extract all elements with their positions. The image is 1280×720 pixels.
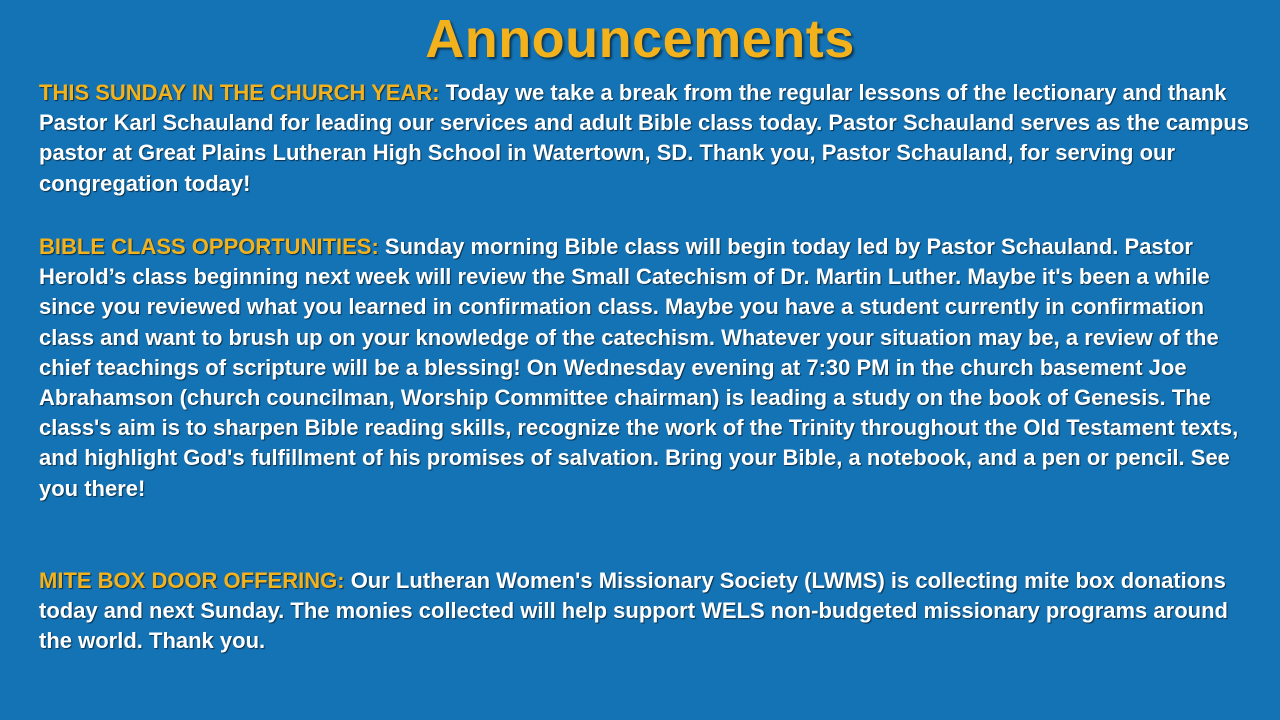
slide-title: Announcements — [425, 9, 855, 69]
announcement-bible-class — [39, 232, 1254, 504]
section-label: MITE BOX DOOR OFFERING: — [39, 568, 345, 593]
announcement-mite-box — [39, 566, 1254, 657]
announcement-church-year — [39, 78, 1254, 199]
section-text: Today we take a break from the regular lessons of the lectionary and thank Pastor Karl Schauland for leading our services and adult Bible class today. Pastor Schauland serves as the campus pastor at Great Plains Lutheran High School in Watertown, SD. Thank you, Pastor Schauland, for serving our congregation today! — [39, 80, 1250, 196]
section-label: THIS SUNDAY IN THE CHURCH YEAR: — [39, 80, 440, 105]
section-text: Sunday morning Bible class will begin today led by Pastor Schauland. Pastor Herold’s class beginning next week will review the Small Catechism of Dr. Martin Luther. Maybe it's been a while since you reviewed what you learned in confirmation class. Maybe you have a student currently in confirmation class and want to brush up on your knowledge of the catechism. Whatever your situation may be, a review of the chief teachings of scripture will be a blessing! On Wednesday evening at 7:30 PM in the church basement Joe Abrahamson (church councilman, Worship Committee chairman) is leading a study on the book of Genesis. The class's aim is to sharpen Bible reading skills, recognize the work of the Trinity throughout the Old Testament texts, and highlight God's fulfillment of his promises of salvation. Bring your Bible, a notebook, and a pen or pencil. See you there! — [39, 234, 1239, 501]
section-text: Our Lutheran Women's Missionary Society (LWMS) is collecting mite box donations today and next Sunday. The monies collected will help support WELS non-budgeted missionary programs around the world. Thank you. — [39, 568, 1228, 654]
section-label: BIBLE CLASS OPPORTUNITIES: — [39, 234, 379, 259]
